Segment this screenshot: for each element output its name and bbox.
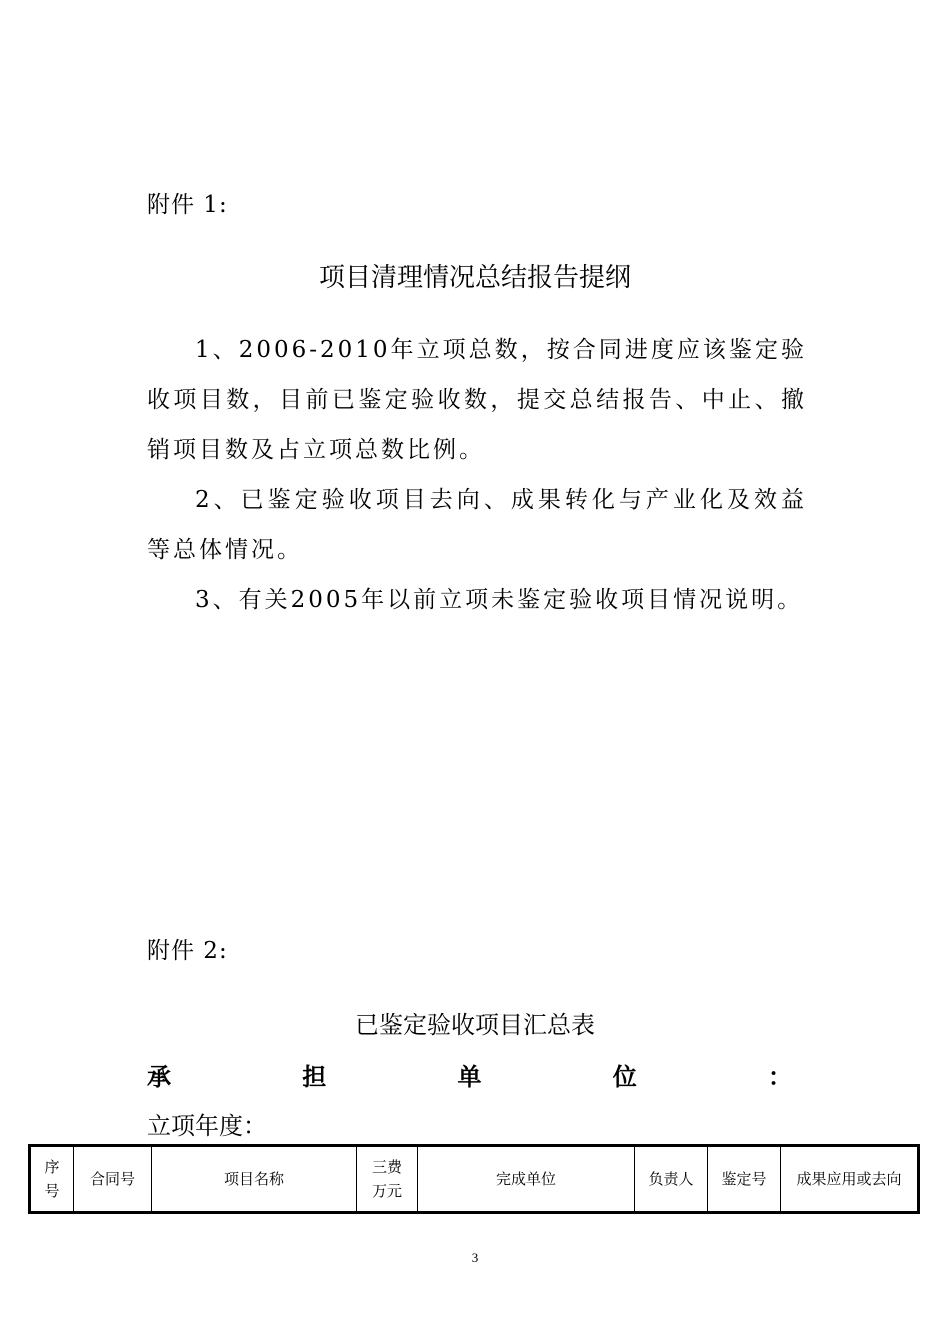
col-header-fees: 三费万元 [357,1146,418,1213]
summary-table-title: 已鉴定验收项目汇总表 [355,1011,595,1039]
project-year-label: 立项年度： [147,1112,267,1140]
col-header-result-application: 成果应用或去向 [781,1146,919,1213]
col-header-contract-no: 合同号 [74,1146,152,1213]
outline-item-2: 2、已鉴定验收项目去向、成果转化与产业化及效益等总体情况。 [147,487,807,563]
unit-colon: ： [768,1063,792,1091]
summary-table [28,1144,920,1214]
table-header-row [30,1146,919,1213]
col-header-responsible-person: 负责人 [635,1146,708,1213]
report-outline-title: 项目清理情况总结报告提纲 [318,263,631,293]
unit-char: 单 [457,1063,482,1091]
unit-char: 位 [612,1063,637,1091]
undertaking-unit-line [147,1057,792,1089]
unit-char: 担 [302,1063,327,1091]
unit-char: 承 [147,1063,171,1091]
page-number: 3 [471,1250,479,1265]
col-header-serial: 序号 [30,1146,74,1213]
col-header-project-name: 项目名称 [152,1146,357,1213]
outline-item-3: 3、有关2005年以前立项未鉴定验收项目情况说明。 [195,587,804,613]
col-header-appraisal-no: 鉴定号 [708,1146,781,1213]
attachment-1-label: 附件 1: [147,192,228,218]
col-header-completing-unit: 完成单位 [418,1146,635,1213]
attachment-2-label: 附件 2: [147,938,228,964]
outline-item-1: 1、2006-2010年立项总数，按合同进度应该鉴定验收项目数，目前已鉴定验收数，提交总结报告、中止、撤销项目数及占立项总数比例。 [147,337,807,463]
